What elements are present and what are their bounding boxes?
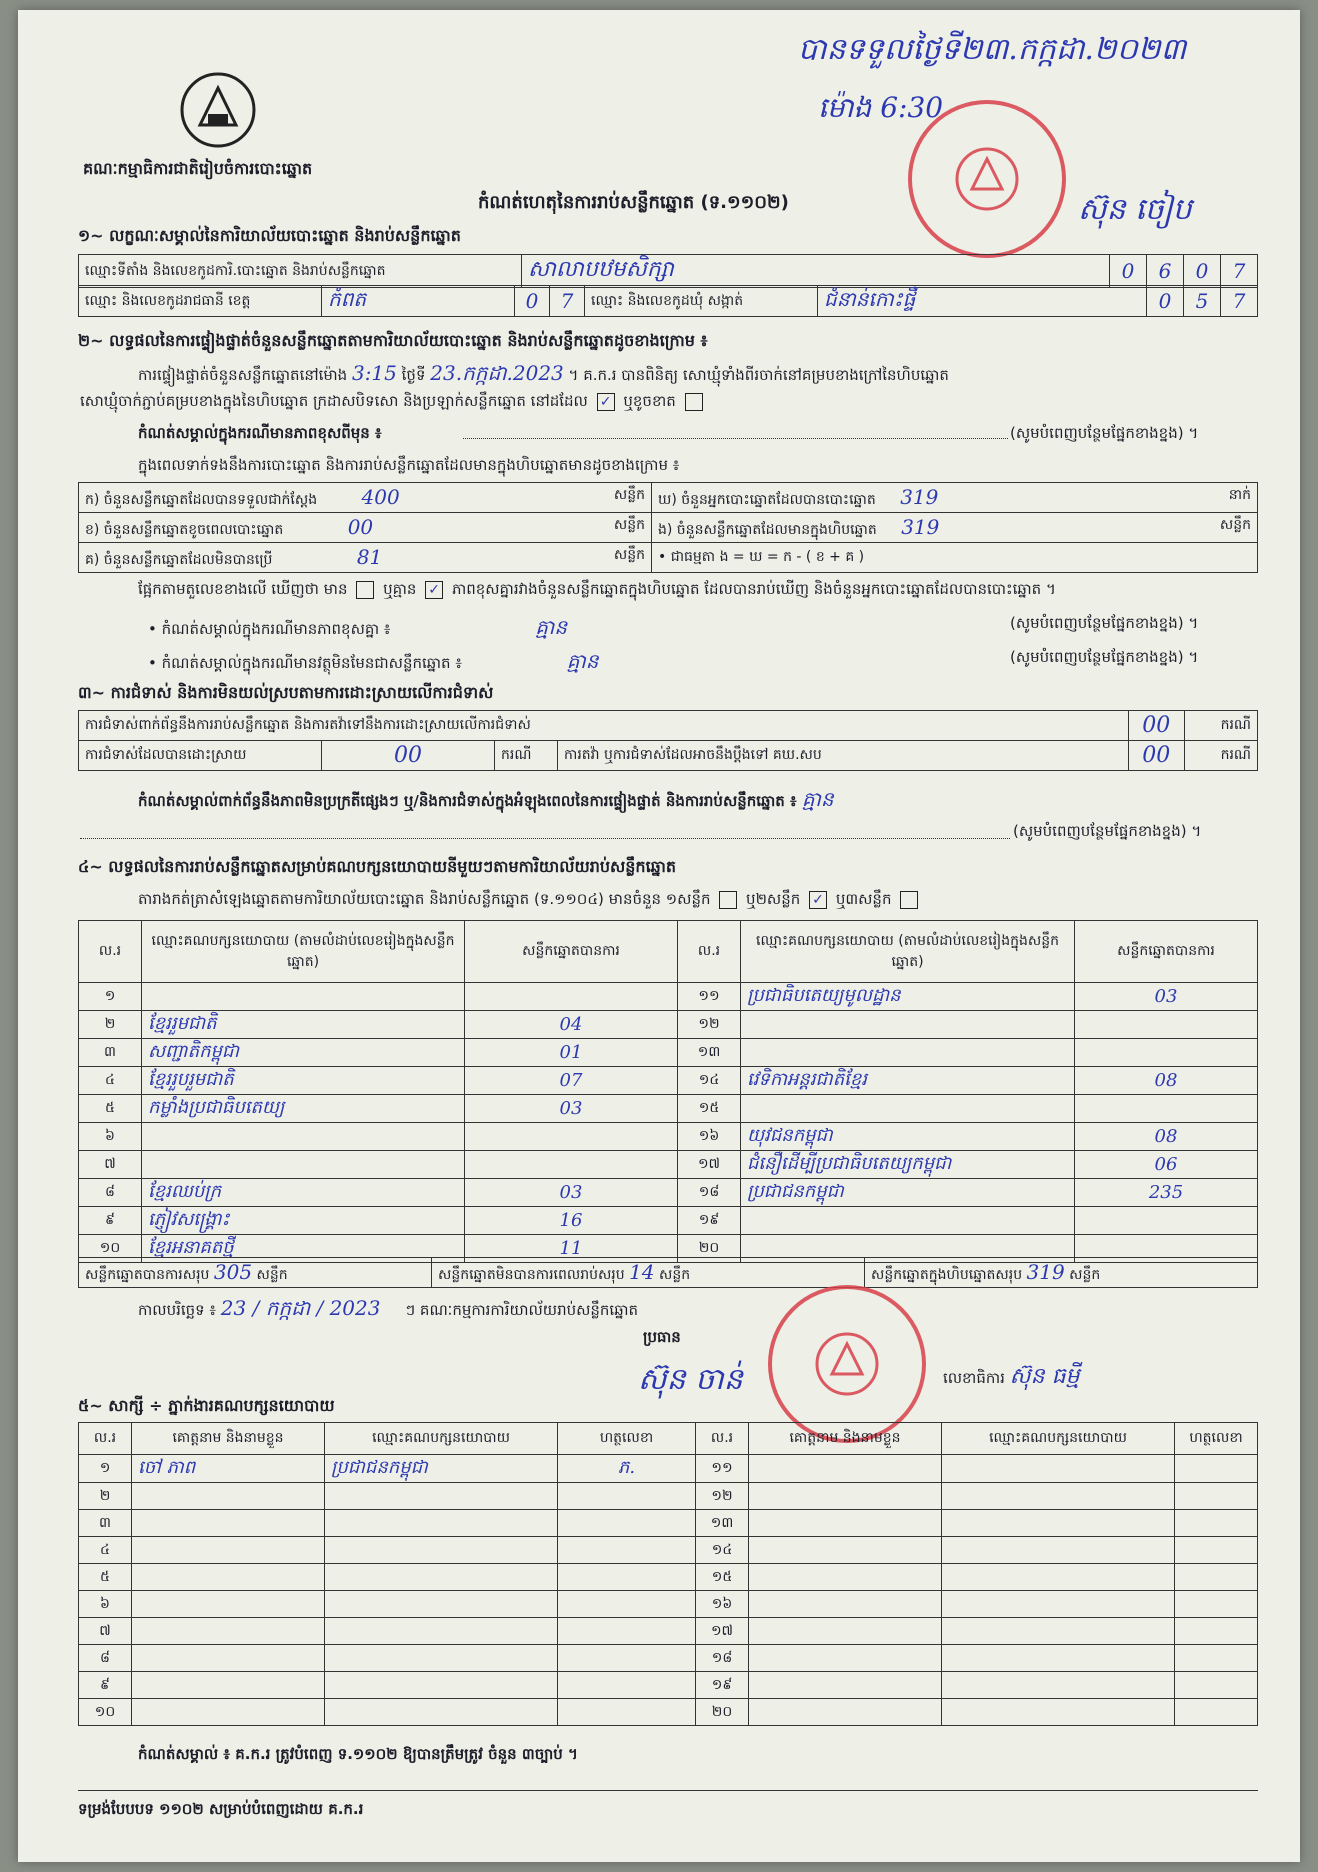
witness-party-cell (942, 1455, 1175, 1483)
seal-emblem-icon (812, 1329, 882, 1399)
party-votes-cell (1075, 1207, 1258, 1235)
witness-no-cell: ៧ (79, 1618, 132, 1645)
witness-signature-cell (558, 1699, 696, 1726)
witness-party-cell (325, 1645, 558, 1672)
witness-no-cell: ១១ (696, 1455, 749, 1483)
verification-date-value: 23.កក្កដា.2023 (430, 361, 564, 385)
receipt-note: បានទទួលថ្ងៃទី២៣.កក្កដា.២០២៣ (798, 32, 1187, 67)
witness-party-cell (325, 1537, 558, 1564)
code-digit: 7 (1221, 255, 1258, 288)
witness-signature-cell (1175, 1455, 1258, 1483)
official-seal-bottom (768, 1285, 926, 1443)
table-intro: ក្នុងពេលទាក់ទងនឹងការបោះឆ្នោត និងការរាប់សន្លឹកឆ្នោតដែលមានក្នុងហិបឆ្នោតមានដូចខាងក្រោម ៖ (138, 456, 680, 474)
formula: • ជាធម្មតា ង = ឃ = ក - ( ខ + គ ) (652, 543, 1258, 573)
witness-party-cell (942, 1564, 1175, 1591)
section-2-heading: ២~ លទ្ធផលនៃការផ្ទៀងផ្ទាត់ចំនួនសន្លឹកឆ្នោតតាមការិយាល័យបោះឆ្នោត និងរាប់សន្លឹកឆ្នោតដូចខាងក្រោម ៖ (78, 331, 708, 350)
party-no-cell: ១ (79, 983, 142, 1011)
party-no-cell: ១៩ (678, 1207, 741, 1235)
total-invalid: សន្លឹកឆ្នោតមិនបានការពេលរាប់សរុប 14 សន្លឹក (432, 1258, 865, 1288)
damage-note-line (463, 438, 1008, 439)
chairperson-signature: ស៊ុន ចាន់ (638, 1362, 743, 1397)
witness-row (79, 1483, 1258, 1510)
witness-name-cell (749, 1455, 942, 1483)
witness-signature-cell (1175, 1618, 1258, 1645)
party-votes-cell: 08 (1075, 1067, 1258, 1095)
witness-no-cell: ៦ (79, 1591, 132, 1618)
witness-signature-cell (1175, 1699, 1258, 1726)
col-party: ឈ្មោះគណបក្សនយោបាយ (តាមលំដាប់លេខរៀងក្នុងសន្លឹកឆ្នោត) (142, 921, 465, 983)
witness-no-cell: ៥ (79, 1564, 132, 1591)
witness-party-cell (942, 1618, 1175, 1645)
has-discrepancy-checkbox[interactable] (356, 581, 374, 599)
party-party-cell (741, 1095, 1075, 1123)
witness-party-cell (942, 1483, 1175, 1510)
witness-row (79, 1699, 1258, 1726)
damage-note-hint: (សូមបំពេញបន្ថែមផ្នែកខាងខ្នង) ។ (1010, 424, 1199, 442)
party-no-cell: ៦ (79, 1123, 142, 1151)
witness-party-cell (942, 1510, 1175, 1537)
seal-emblem-icon (952, 144, 1022, 214)
party-row (79, 1095, 1258, 1123)
ballot-count-table (78, 482, 1258, 573)
witness-no-cell: ៤ (79, 1537, 132, 1564)
complaints-value: 00 (1128, 711, 1185, 741)
witness-no-cell: ៨ (79, 1645, 132, 1672)
province-code-digit: 7 (550, 286, 585, 317)
party-party-cell: ខ្មែររួមជាតិ (142, 1011, 465, 1039)
three-page-checkbox[interactable] (900, 891, 918, 909)
section-1-heading: ១~ លក្ខណៈសម្គាល់នៃការិយាល័យបោះឆ្នោត និងរាប់សន្លឹកឆ្នោត (78, 226, 461, 245)
irregularity-line (80, 838, 1010, 839)
receipt-time: ម៉ោង 6:30 (818, 91, 944, 124)
form-sheet (18, 10, 1300, 1862)
form-code: ទម្រង់បែបបទ ១១០២ សម្រាប់បំពេញដោយ គ.ក.រ (78, 1800, 364, 1818)
party-no-cell: ១១ (678, 983, 741, 1011)
irregularity-hint: (សូមបំពេញបន្ថែមផ្នែកខាងខ្នង) ។ (1013, 822, 1202, 840)
party-votes-cell: 03 (465, 1095, 678, 1123)
witness-name-cell (749, 1510, 942, 1537)
witness-party-cell (942, 1645, 1175, 1672)
chairperson-label: ប្រធាន (643, 1328, 681, 1346)
witness-signature-cell (1175, 1510, 1258, 1537)
col-name-right: គោត្តនាម និងនាមខ្លួន (749, 1423, 942, 1455)
witness-party-cell (325, 1564, 558, 1591)
party-votes-cell: 04 (465, 1011, 678, 1039)
code-digit: 6 (1147, 255, 1184, 288)
witness-signature-cell (1175, 1537, 1258, 1564)
witness-signature-cell (558, 1483, 696, 1510)
party-no-cell: ៣ (79, 1039, 142, 1067)
party-party-cell (142, 983, 465, 1011)
party-no-cell: ១២ (678, 1011, 741, 1039)
party-votes-cell (465, 1151, 678, 1179)
party-no-cell: ២០ (678, 1235, 741, 1263)
party-row (79, 1179, 1258, 1207)
commune-code-digit: 0 (1147, 286, 1184, 317)
witness-party-cell (325, 1510, 558, 1537)
damaged-label: ឬខូចខាត (623, 392, 676, 410)
witness-row (79, 1672, 1258, 1699)
witness-name-cell (132, 1564, 325, 1591)
code-digit: 0 (1184, 255, 1221, 288)
secretary-line: លេខាធិការ ស៊ុន ធម្មី (943, 1364, 1080, 1389)
party-row (79, 1039, 1258, 1067)
party-no-cell: ៤ (79, 1067, 142, 1095)
col-party-right: ឈ្មោះគណបក្សនយោបាយ (តាមលំដាប់លេខរៀងក្នុងសន្លឹកឆ្នោត) (741, 921, 1075, 983)
witness-no-cell: ៩ (79, 1672, 132, 1699)
party-no-cell: ១៦ (678, 1123, 741, 1151)
party-no-cell: ២ (79, 1011, 142, 1039)
witness-signature-cell (558, 1537, 696, 1564)
discrepancy-hint: (សូមបំពេញបន្ថែមផ្នែកខាងខ្នង) ។ (1010, 614, 1199, 632)
verification-time-label: ការផ្ទៀងផ្ទាត់ចំនួនសន្លឹកឆ្នោតនៅម៉ោង (138, 366, 348, 384)
col-signature-right: ហត្ថលេខា (1175, 1423, 1258, 1455)
col-no: ល.រ (79, 921, 142, 983)
witness-no-cell: ២០ (696, 1699, 749, 1726)
witness-signature-cell (1175, 1483, 1258, 1510)
witness-no-cell: ១៧ (696, 1618, 749, 1645)
witness-no-cell: ៣ (79, 1510, 132, 1537)
witness-name-cell (132, 1672, 325, 1699)
witness-row (79, 1537, 1258, 1564)
col-no-right: ល.រ (696, 1423, 749, 1455)
party-party-cell: ជំនឿដើម្បីប្រជាធិបតេយ្យកម្ពុជា (741, 1151, 1075, 1179)
party-votes-cell (465, 1123, 678, 1151)
discrepancy-note: • កំណត់សម្គាល់ក្នុងករណីមានភាពខុសគ្នា ៖ គ្មាន (148, 615, 568, 639)
appeal-unit: ករណី (1185, 741, 1258, 771)
ballots-spoiled: ខ) ចំនួនសន្លឹកឆ្នោតខូចពេលបោះឆ្នោត 00 សន្លឹក (79, 513, 652, 543)
province-value: កំពត (322, 286, 515, 317)
col-no-right: ល.រ (678, 921, 741, 983)
polling-place-value: សាលាបឋមសិក្សា (522, 255, 1110, 288)
party-votes-cell (1075, 1039, 1258, 1067)
committee-name: គណៈកម្មាធិការជាតិរៀបចំការបោះឆ្នោត (83, 159, 313, 178)
party-party-cell: ប្រជាធិបតេយ្យមូលដ្ឋាន (741, 983, 1075, 1011)
witness-party-cell (325, 1618, 558, 1645)
party-party-cell: យុវជនកម្ពុជា (741, 1123, 1075, 1151)
intact-checkbox[interactable]: ✓ (597, 393, 615, 411)
ballots-received: ក) ចំនួនសន្លឹកឆ្នោតដែលបានទទួលជាក់ស្តែង 400 សន្លឹក (79, 483, 652, 513)
pages-line: តារាងកត់ត្រាសំឡេងឆ្នោតតាមការិយាល័យបោះឆ្នោត និងរាប់សន្លឹកឆ្នោត (ទ.១១០៤) មានចំនួន ១សន្លឹក ឬ២សន្លឹក ✓ ឬ៣សន្លឹក (138, 890, 922, 912)
commune-value: ជំនាន់កោះផ្ទឺ (818, 286, 1147, 317)
witness-name-cell (749, 1564, 942, 1591)
witness-name-cell (749, 1618, 942, 1645)
witness-row (79, 1645, 1258, 1672)
verification-time-value: 3:15 (351, 361, 397, 385)
witness-signature-cell (1175, 1645, 1258, 1672)
section-1-table-row2 (78, 285, 1258, 317)
commune-label: ឈ្មោះ និងលេខកូដឃុំ សង្កាត់ (585, 286, 818, 317)
party-no-cell: ១៤ (678, 1067, 741, 1095)
col-signature: ហត្ថលេខា (558, 1423, 696, 1455)
verification-intro (138, 360, 949, 390)
complaints-unit: ករណី (1185, 711, 1258, 741)
party-votes-cell: 11 (465, 1235, 678, 1263)
party-party-cell: សញ្ជាតិកម្ពុជា (142, 1039, 465, 1067)
col-votes: សន្លឹកឆ្នោតបានការ (465, 921, 678, 983)
footer-note: កំណត់សម្គាល់ ៖ គ.ក.រ ត្រូវបំពេញ ទ.១១០២ ឱ្យបានត្រឹមត្រូវ ចំនួន ៣ច្បាប់ ។ (138, 1745, 578, 1763)
code-digit: 0 (1110, 255, 1147, 288)
col-party: ឈ្មោះគណបក្សនយោបាយ (325, 1423, 558, 1455)
resolved-unit: ករណី (495, 741, 558, 771)
witness-no-cell: ១៩ (696, 1672, 749, 1699)
province-label: ឈ្មោះ និងលេខកូដរាជធានី ខេត្ត (79, 286, 322, 317)
appeal-label: ការតវ៉ា ឬការជំទាស់ដែលអាចនឹងប្តឹងទៅ គឃ.សប (558, 741, 1129, 771)
date-line: កាលបរិច្ឆេទ ៖ 23 / កក្កដា / 2023 ៗ គណៈកម្មការការិយាល័យរាប់សន្លឹកឆ្នោត (138, 1296, 638, 1320)
witness-no-cell: ១៦ (696, 1591, 749, 1618)
party-votes-cell: 06 (1075, 1151, 1258, 1179)
party-no-cell: ១៧ (678, 1151, 741, 1179)
party-row (79, 1067, 1258, 1095)
witness-name-cell (132, 1510, 325, 1537)
damaged-checkbox[interactable] (685, 393, 703, 411)
col-party-right: ឈ្មោះគណបក្សនយោបាយ (942, 1423, 1175, 1455)
footer-divider (78, 1790, 1258, 1791)
witness-signature-cell (558, 1672, 696, 1699)
witness-name-cell (132, 1483, 325, 1510)
witness-signature-cell: ភ. (558, 1455, 696, 1483)
section-1-table (78, 254, 1258, 288)
totals-table (78, 1257, 1258, 1288)
discrepancy-line: ផ្អែកតាមតួលេខខាងលើ ឃើញថា មាន ឬគ្មាន ✓ ភាពខុសគ្នារវាងចំនួនសន្លឹកឆ្នោតក្នុងហិបឆ្នោត ដែលបានរាប់ឃើញ និងចំនួនអ្នកបោះឆ្នោតដែលបានបោះឆ្នោត ។ (138, 580, 1056, 598)
witness-name-cell (749, 1591, 942, 1618)
witness-no-cell: ២ (79, 1483, 132, 1510)
witness-signature-cell (558, 1645, 696, 1672)
witness-signature-cell (1175, 1564, 1258, 1591)
witness-name-cell (132, 1699, 325, 1726)
total-valid: សន្លឹកឆ្នោតបានការសរុប 305 សន្លឹក (79, 1258, 432, 1288)
party-party-cell: កម្លាំងប្រជាធិបតេយ្យ (142, 1095, 465, 1123)
witness-name-cell (132, 1591, 325, 1618)
witness-name-cell (132, 1645, 325, 1672)
party-party-cell: ខ្មែរអនាគតថ្មី (142, 1235, 465, 1263)
commune-code-digit: 5 (1184, 286, 1221, 317)
party-party-cell: ខ្មែររួបរួមជាតិ (142, 1067, 465, 1095)
witness-party-cell (942, 1672, 1175, 1699)
party-no-cell: ៧ (79, 1151, 142, 1179)
witness-name-cell (749, 1483, 942, 1510)
witness-name-cell (749, 1699, 942, 1726)
official-seal-top (908, 100, 1066, 258)
complaints-label: ការជំទាស់ពាក់ព័ន្ធនឹងការរាប់សន្លឹកឆ្នោត និងការតវ៉ាទៅនឹងការដោះស្រាយលើការជំទាស់ (79, 711, 1129, 741)
party-row (79, 1151, 1258, 1179)
witness-signature-cell (558, 1510, 696, 1537)
party-party-cell (142, 1151, 465, 1179)
party-no-cell: ១៨ (678, 1179, 741, 1207)
witness-party-cell: ប្រជាជនកម្ពុជា (325, 1455, 558, 1483)
party-votes-cell (1075, 1011, 1258, 1039)
one-page-checkbox[interactable] (719, 891, 737, 909)
witness-party-cell (325, 1483, 558, 1510)
party-results-table (78, 920, 1258, 1263)
party-party-cell: ខ្មែរឈប់ក្រ (142, 1179, 465, 1207)
no-discrepancy-checkbox[interactable]: ✓ (425, 581, 443, 599)
damage-note-label: កំណត់សម្គាល់ក្នុងករណីមានភាពខុសពីមុន ៖ (138, 424, 382, 442)
party-votes-cell: 08 (1075, 1123, 1258, 1151)
col-name: គោត្តនាម និងនាមខ្លួន (132, 1423, 325, 1455)
party-no-cell: ៥ (79, 1095, 142, 1123)
form-title: កំណត់ហេតុនៃការរាប់សន្លឹកឆ្នោត (ទ.១១០២) (478, 192, 789, 213)
witness-party-cell (942, 1699, 1175, 1726)
party-no-cell: ៩ (79, 1207, 142, 1235)
witness-name-cell (749, 1645, 942, 1672)
witness-row (79, 1510, 1258, 1537)
witness-party-cell (325, 1699, 558, 1726)
witness-row (79, 1455, 1258, 1483)
receiver-signature: ស៊ុន ចៀប (1078, 192, 1192, 227)
party-row (79, 1207, 1258, 1235)
witness-name-cell: ចៅ ភាព (132, 1455, 325, 1483)
party-votes-cell: 03 (465, 1179, 678, 1207)
party-votes-cell (1075, 1095, 1258, 1123)
verification-day-label: ថ្ងៃទី (401, 366, 426, 384)
party-party-cell (142, 1123, 465, 1151)
witness-signature-cell (558, 1618, 696, 1645)
witness-no-cell: ១៤ (696, 1537, 749, 1564)
ballots-unused: គ) ចំនួនសន្លឹកឆ្នោតដែលមិនបានប្រើ 81 សន្លឹក (79, 543, 652, 573)
witness-row (79, 1591, 1258, 1618)
resolved-label: ការជំទាស់ដែលបានដោះស្រាយ (79, 741, 322, 771)
two-page-checkbox[interactable]: ✓ (809, 891, 827, 909)
witness-no-cell: ១០ (79, 1699, 132, 1726)
party-party-cell (741, 1207, 1075, 1235)
party-no-cell: ១៥ (678, 1095, 741, 1123)
witness-party-cell (942, 1591, 1175, 1618)
resolved-value: 00 (322, 741, 495, 771)
witness-name-cell (132, 1618, 325, 1645)
party-votes-cell: 07 (465, 1067, 678, 1095)
col-no: ល.រ (79, 1423, 132, 1455)
complaints-table (78, 710, 1258, 771)
party-votes-cell: 01 (465, 1039, 678, 1067)
party-row (79, 983, 1258, 1011)
party-votes-cell (465, 983, 678, 1011)
witness-party-cell (325, 1591, 558, 1618)
witness-no-cell: ១៨ (696, 1645, 749, 1672)
witness-no-cell: ១៣ (696, 1510, 749, 1537)
witness-no-cell: ១៥ (696, 1564, 749, 1591)
party-no-cell: ១០ (79, 1235, 142, 1263)
witness-signature-cell (558, 1591, 696, 1618)
witness-row (79, 1618, 1258, 1645)
party-party-cell: ភ្ញៀវសង្គ្រោះ (142, 1207, 465, 1235)
party-party-cell: វេទិកាអន្តរជាតិខ្មែរ (741, 1067, 1075, 1095)
voters-voted: ឃ) ចំនួនអ្នកបោះឆ្នោតដែលបានបោះឆ្នោត 319 នាក់ (652, 483, 1258, 513)
commune-code-digit: 7 (1221, 286, 1258, 317)
polling-place-label: ឈ្មោះទីតាំង និងលេខកូដការិ.បោះឆ្នោត និងរាប់សន្លឹកឆ្នោត (79, 255, 522, 288)
witness-signature-cell (1175, 1591, 1258, 1618)
foreign-object-note: • កំណត់សម្គាល់ក្នុងករណីមានវត្ថុមិនមែនជាសន្លឹកឆ្នោត ៖ គ្មាន (148, 649, 599, 673)
section-5-heading: ៥~ សាក្សី ÷ ភ្នាក់ងារគណបក្សនយោបាយ (78, 1396, 335, 1415)
party-party-cell (741, 1011, 1075, 1039)
verification-tail: ។ គ.ក.រ បានពិនិត្យ សោឃ្មុំទាំងពីរចាក់នៅគម្របខាងក្រៅនៃហិបឆ្នោត (568, 366, 949, 384)
section-3-heading: ៣~ ការជំទាស់ និងការមិនយល់ស្របតាមការដោះស្រាយលើការជំទាស់ (78, 683, 494, 702)
seal-check-line (80, 392, 707, 414)
seal-check-text: សោឃ្មុំចាក់ភ្ជាប់គម្របខាងក្នុងនៃហិបឆ្នោត ក្រដាសបិទសោ និងប្រឡាក់សន្លឹកឆ្នោត នៅដដែល (80, 392, 588, 410)
witness-no-cell: ១ (79, 1455, 132, 1483)
party-row (79, 1011, 1258, 1039)
witness-signature-cell (558, 1564, 696, 1591)
party-row (79, 1123, 1258, 1151)
foreign-object-hint: (សូមបំពេញបន្ថែមផ្នែកខាងខ្នង) ។ (1010, 648, 1199, 666)
witness-table (78, 1422, 1258, 1726)
witness-name-cell (749, 1537, 942, 1564)
party-party-cell: ប្រជាជនកម្ពុជា (741, 1179, 1075, 1207)
appeal-value: 00 (1128, 741, 1185, 771)
irregularity-note: កំណត់សម្គាល់ពាក់ព័ន្ធនឹងភាពមិនប្រក្រតីផ្សេងៗ ឬ/និងការជំទាស់ក្នុងអំឡុងពេលនៃការផ្ទៀងផ្ទាត់ និងការរាប់សន្លឹកឆ្នោត ៖ គ្មាន (138, 787, 834, 811)
witness-row (79, 1564, 1258, 1591)
section-4-heading: ៤~ លទ្ធផលនៃការរាប់សន្លឹកឆ្នោតសម្រាប់គណបក្សនយោបាយនីមួយៗតាមការិយាល័យរាប់សន្លឹកឆ្នោត (78, 857, 677, 876)
nec-emblem-icon (178, 70, 258, 150)
party-no-cell: ១៣ (678, 1039, 741, 1067)
witness-name-cell (749, 1672, 942, 1699)
party-no-cell: ៨ (79, 1179, 142, 1207)
witness-party-cell (325, 1672, 558, 1699)
party-votes-cell: 16 (465, 1207, 678, 1235)
witness-name-cell (132, 1537, 325, 1564)
witness-party-cell (942, 1537, 1175, 1564)
ballots-in-box: ង) ចំនួនសន្លឹកឆ្នោតដែលមានក្នុងហិបឆ្នោត 319 សន្លឹក (652, 513, 1258, 543)
party-votes-cell: 235 (1075, 1179, 1258, 1207)
total-in-box: សន្លឹកឆ្នោតក្នុងហិបឆ្នោតសរុប 319 សន្លឹក (865, 1258, 1258, 1288)
witness-no-cell: ១២ (696, 1483, 749, 1510)
province-code-digit: 0 (515, 286, 550, 317)
party-party-cell (741, 1039, 1075, 1067)
witness-signature-cell (1175, 1672, 1258, 1699)
party-votes-cell: 03 (1075, 983, 1258, 1011)
col-votes-right: សន្លឹកឆ្នោតបានការ (1075, 921, 1258, 983)
